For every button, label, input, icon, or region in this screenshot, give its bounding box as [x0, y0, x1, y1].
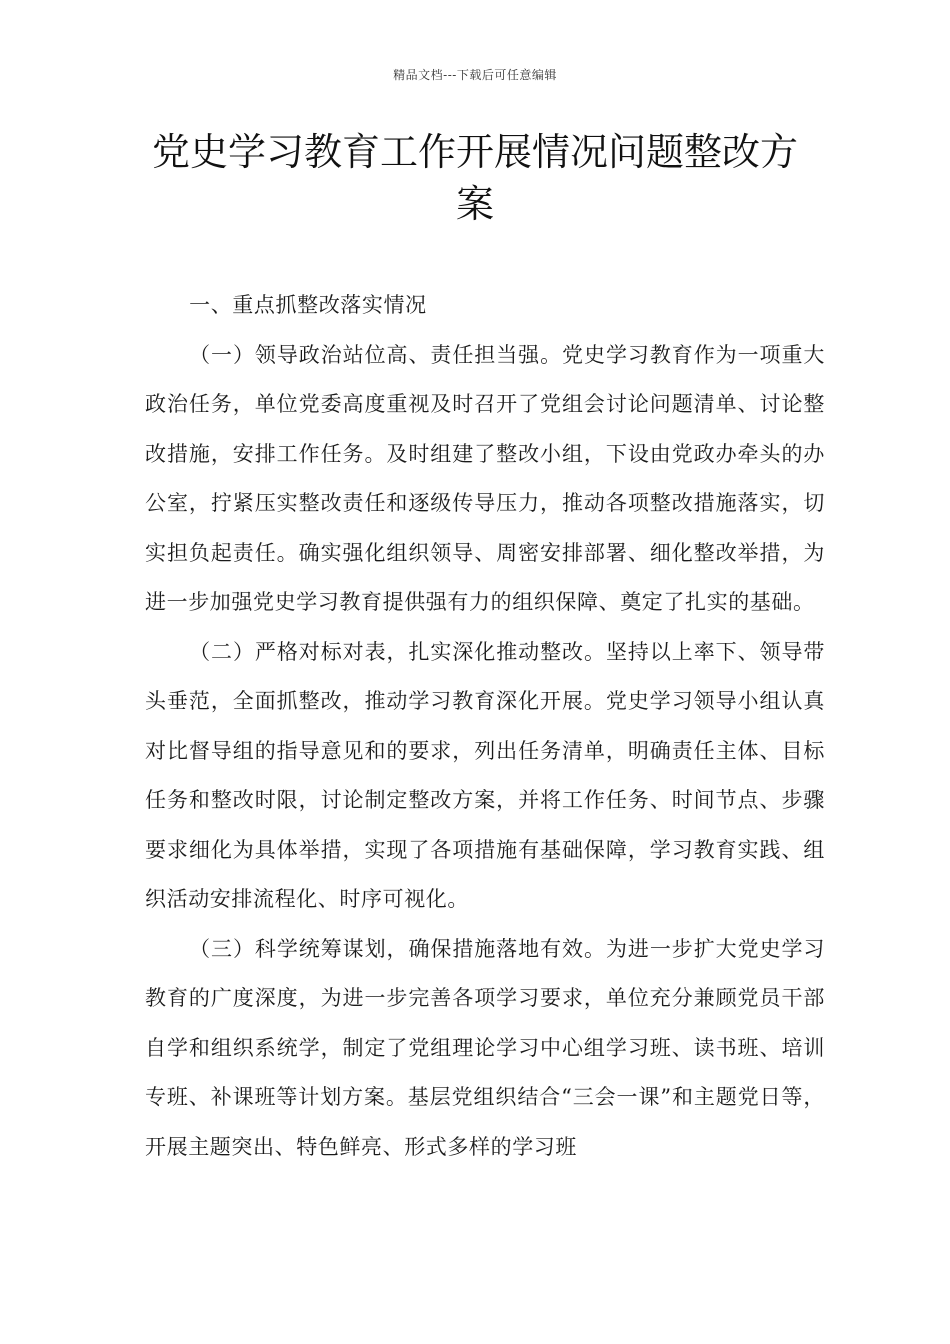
- section-heading: 一、重点抓整改落实情况: [189, 293, 427, 317]
- paragraph: （三）科学统筹谋划，确保措施落地有效。为进一步扩大党史学习教育的广度深度，为进一步完善各项学习要求，单位充分兼顾党员干部自学和组织系统学，制定了党组理论学习中心组学习班、读书班、培训专班、补课班等计划方案。基层党组织结合“三会一课”和主题党日等，开展主题突出、特色鲜亮、形式多样的学习班: [145, 936, 825, 1159]
- document-body: [145, 281, 825, 1172]
- header-note: 精品文档---下载后可任意编辑: [393, 68, 557, 82]
- paragraph: （一）领导政治站位高、责任担当强。党史学习教育作为一项重大政治任务，单位党委高度重视及时召开了党组会讨论问题清单、讨论整改措施，安排工作任务。及时组建了整改小组，下设由党政办牵头的办公室，拧紧压实整改责任和逐级传导压力，推动各项整改措施落实，切实担负起责任。确实强化组织领导、周密安排部署、细化整改举措，为进一步加强党史学习教育提供强有力的组织保障、奠定了扎实的基础。: [145, 342, 825, 614]
- document-title: 党史学习教育工作开展情况问题整改方案: [151, 130, 798, 226]
- paragraph: （二）严格对标对表，扎实深化推动整改。坚持以上率下、领导带头垂范，全面抓整改，推动学习教育深化开展。党史学习领导小组认真对比督导组的指导意见和的要求，列出任务清单，明确责任主体、目标任务和整改时限，讨论制定整改方案，并将工作任务、时间节点、步骤要求细化为具体举措，实现了各项措施有基础保障，学习教育实践、组织活动安排流程化、时序可视化。: [145, 639, 825, 911]
